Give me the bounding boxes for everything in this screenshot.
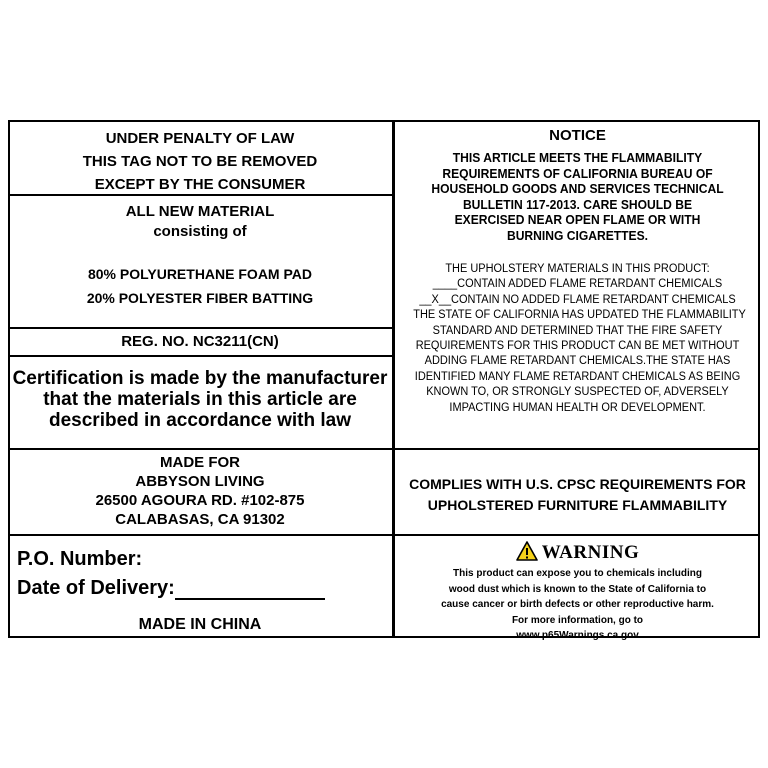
cpsc-compliance [395,474,760,516]
material-item: 80% POLYURETHANE FOAM PAD [87,266,313,282]
warning-title: WARNING [541,542,640,564]
notice-title: NOTICE [549,127,606,144]
penalty-line: THIS TAG NOT TO BE REMOVED [82,153,318,170]
material-subtitle: consisting of [153,223,247,240]
divider-line [10,355,392,357]
penalty-notice [10,127,390,196]
warning-line: For more information, go to [511,614,644,626]
notice-line: BULLETIN 117-2013. CARE SHOULD BE [462,196,693,212]
law-tag [8,120,760,641]
delivery-date-blank [175,582,325,600]
material-section [10,202,390,242]
notice-line: EXERCISED NEAR OPEN FLAME OR WITH [454,212,701,227]
divider-line [10,448,392,450]
warning-link[interactable]: www.p65Warnings.ca.gov [516,630,639,641]
penalty-line: UNDER PENALTY OF LAW [105,130,295,147]
po-number-label: P.O. Number: [17,548,143,570]
cpsc-line: COMPLIES WITH U.S. CPSC REQUIREMENTS FOR [409,476,746,492]
cpsc-line: UPHOLSTERED FURNITURE FLAMMABILITY [427,497,728,513]
upholstery-line: REQUIREMENTS FOR THIS PRODUCT CAN BE MET WITHOUT [415,338,740,353]
upholstery-line: IDENTIFIED MANY FLAME RETARDANT CHEMICALS AS BEING [414,368,741,383]
material-title: ALL NEW MATERIAL [125,203,275,220]
upholstery-line: STANDARD AND DETERMINED THAT THE FIRE SAFETY [432,322,723,337]
made-for-address [10,453,390,529]
divider-line [395,534,760,536]
flammability-notice [408,150,747,243]
divider-line [10,327,392,329]
notice-line: THIS ARTICLE MEETS THE FLAMMABILITY [452,150,703,165]
divider-line [10,534,392,536]
prop65-warning-text [395,566,760,644]
certification-line: Certification is made by the manufacturer [12,368,388,389]
material-item: 20% POLYESTER FIBER BATTING [86,290,314,306]
registration-number: REG. NO. NC3211(CN) [121,333,279,350]
certification-line: that the materials in this article are [43,389,357,410]
address-line: ABBYSON LIVING [135,473,265,490]
certification-line: described in accordance with law [49,410,351,431]
warning-line: This product can expose you to chemicals including [453,568,702,579]
address-line: CALABASAS, CA 91302 [115,511,285,528]
upholstery-line: ADDING FLAME RETARDANT CHEMICALS.THE STATE HAS [424,353,731,368]
certification-statement [10,368,390,431]
address-line: MADE FOR [160,454,240,471]
delivery-date-label: Date of Delivery: [17,577,175,599]
upholstery-line: THE UPHOLSTERY MATERIALS IN THIS PRODUCT: [445,261,710,275]
delivery-date-row [17,576,325,600]
address-line: 26500 AGOURA RD. #102-875 [95,492,305,509]
upholstery-line: THE STATE OF CALIFORNIA HAS UPDATED THE FLAMMABILITY [413,307,746,322]
warning-triangle-icon [516,541,538,566]
notice-line: HOUSEHOLD GOODS AND SERVICES TECHNICAL [431,181,724,196]
upholstery-statement [413,261,746,415]
prop65-warning-header [395,541,760,566]
penalty-line: EXCEPT BY THE CONSUMER [94,176,306,193]
notice-line: REQUIREMENTS OF CALIFORNIA BUREAU OF [442,165,713,181]
country-of-origin: MADE IN CHINA [138,616,262,633]
upholstery-line: ____CONTAIN ADDED FLAME RETARDANT CHEMICALS [432,276,723,291]
divider-line [395,448,760,450]
material-list [10,262,390,310]
upholstery-line: __X__CONTAIN NO ADDED FLAME RETARDANT CHEMICALS [419,291,736,306]
upholstery-line: KNOWN TO, OR STRONGLY SUSPECTED OF, ADVERSELY [426,384,729,399]
warning-line: wood dust which is known to the State of California to [448,583,707,595]
notice-line: BURNING CIGARETTES. [506,227,649,243]
upholstery-line: IMPACTING HUMAN HEALTH OR DEVELOPMENT. [449,399,706,414]
warning-line: cause cancer or birth defects or other reproductive harm. [441,599,714,610]
